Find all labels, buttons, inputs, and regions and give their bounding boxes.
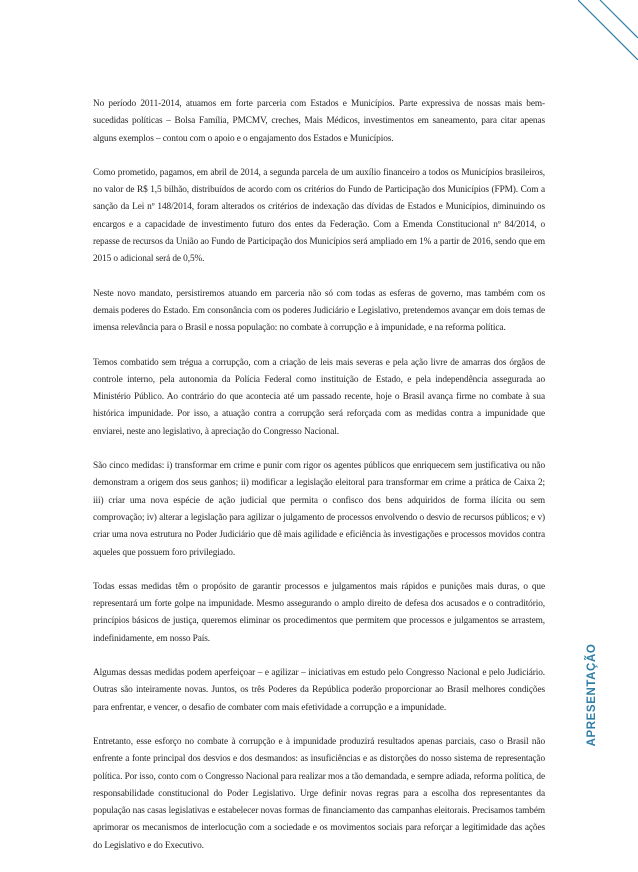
paragraph: Temos combatido sem trégua a corrupção, com a criação de leis mais severas e pela ação livre de amarras dos órgãos de controle interno, pela autonomia da Polícia Federal como instituição de Estado, e pela independência assegurada ao Ministério Público. Ao contrário do que acontecia até um passado recente, hoje o Brasil avança firme no combate à sua histórica impunidade. Por isso, a atuação contra a corrupção será reforçada com as medidas contra a impunidade que enviarei, neste ano legislativo, à apreciação do Congresso Nacional.: [93, 357, 545, 437]
document-body: [93, 96, 545, 872]
paragraph: São cinco medidas: i) transformar em crime e punir com rigor os agentes públicos que enriquecem sem justificativa ou não demonstram a origem dos seus ganhos; ii) modificar a legislação eleitoral para transformar em crime a prática de Caixa 2; iii) criar uma nova espécie de ação judicial que permita o confisco dos bens adquiridos de forma ilícita ou sem comprovação; iv) alterar a legislação para agilizar o julgamento de processos envolvendo o desvio de recursos públicos; e v) criar uma nova estrutura no Poder Judiciário que dê mais agilidade e eficiência às investigações e processos movidos contra aqueles que possuem foro privilegiado.: [93, 461, 545, 558]
section-side-label: [583, 630, 601, 760]
paragraph: Como prometido, pagamos, em abril de 2014, a segunda parcela de um auxílio financeiro a todos os Municípios brasileiros, no valor de R$ 1,5 bilhão, distribuídos de acordo com os critérios do Fundo de Participação dos Municípios (FPM). Com a sanção da Lei nº 148/2014, foram alterados os critérios de indexação das dívidas de Estados e Municípios, diminuindo os encargos e a capacidade de investimento futuro dos entes da Federação. Com a Emenda Constitucional nº 84/2014, o repasse de recursos da União ao Fundo de Participação dos Municípios será ampliado em 1% a partir de 2016, sendo que em 2015 o adicional será de 0,5%.: [93, 167, 545, 265]
paragraph: No período 2011-2014, atuamos em forte parceria com Estados e Municípios. Parte expressiva de nossas mais bem-sucedidas políticas – Bolsa Família, PMCMV, creches, Mais Médicos, investimentos em saneamento, para citar apenas alguns exemplos – contou com o apoio e o engajamento dos Estados e Municípios.: [93, 99, 545, 144]
section-side-label-text: APRESENTAÇÃO: [586, 643, 598, 747]
paragraph: Neste novo mandato, persistiremos atuando em parceria não só com todas as esferas de governo, mas também com os demais poderes do Estado. Em consonância com os poderes Judiciário e Legislativo, pretendemos avançar em dois temas de imensa relevância para o Brasil e nossa população: no combate à corrupção e à impunidade, e na reforma política.: [93, 288, 545, 334]
paragraph: Todas essas medidas têm o propósito de garantir processos e julgamentos mais rápidos e punições mais duras, o que representará um forte golpe na impunidade. Mesmo assegurando o amplo direito de defesa dos acusados e o contraditório, princípios básicos de justiça, queremos eliminar os procedimentos que permitem que processos e julgamentos se arrastem, indefinidamente, em nosso País.: [93, 581, 545, 644]
paragraph: Entretanto, esse esforço no combate à corrupção e à impunidade produzirá resultados apenas parciais, caso o Brasil não enfrente a fonte principal dos desvios e dos desmandos: as insuficiências e as distorções do nosso sistema de representação política. Por isso, conto com o Congresso Nacional para realizar mos a tão demandada, e sempre adiada, reforma política, de responsabilidade constitucional do Poder Legislativo. Urge definir novas regras para a escolha dos representantes da população nas casas legislativas e estabelecer novas formas de financiamento das campanhas eleitorais. Precisamos também aprimorar os mecanismos de interlocução com a sociedade e os movimentos sociais para reforçar a legitimidade das ações do Legislativo e do Executivo.: [93, 736, 545, 851]
paragraph: Algumas dessas medidas podem aperfeiçoar – e agilizar – iniciativas em estudo pelo Congresso Nacional e pelo Judiciário. Outras são inteiramente novas. Juntos, os três Poderes da República poderão proporcionar ao Brasil melhores condições para enfrentar, e vencer, o desafio de combater com mais efetividade a corrupção e a impunidade.: [93, 668, 545, 713]
corner-chevron-icon: [578, 0, 638, 60]
